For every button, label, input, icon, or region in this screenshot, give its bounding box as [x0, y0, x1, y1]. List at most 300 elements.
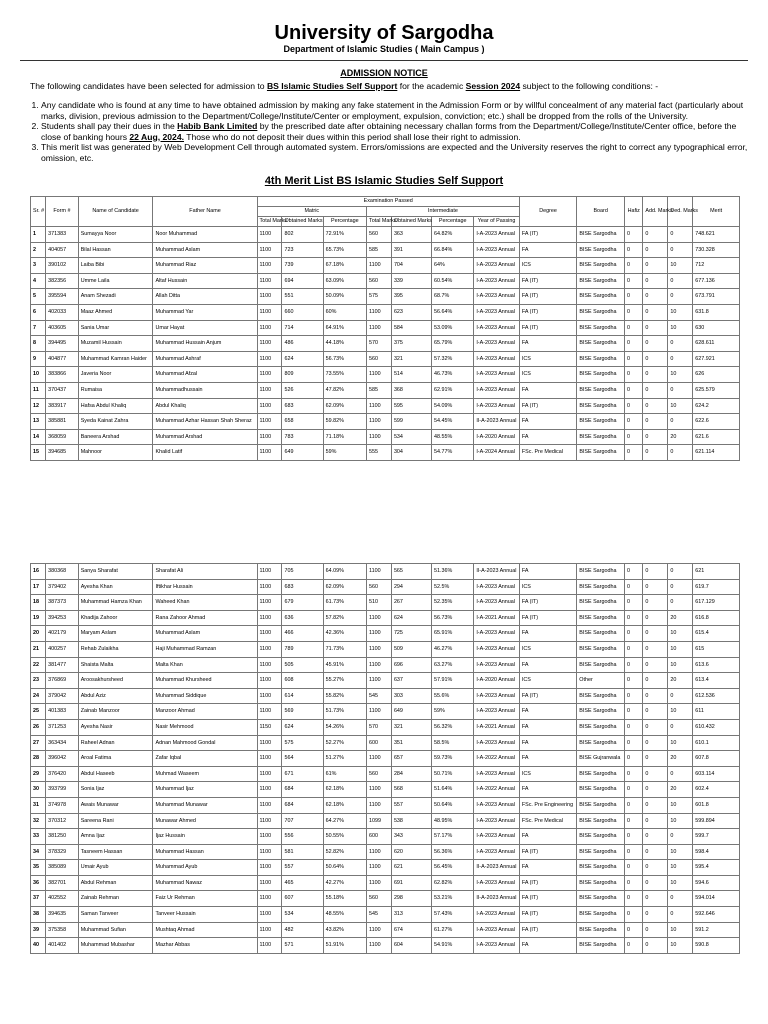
- cell-merit: 610.432: [693, 719, 740, 735]
- cell-inter-percentage: 65.79%: [432, 336, 474, 352]
- cell-inter-total: 1100: [367, 320, 392, 336]
- cell-sr: 40: [31, 938, 46, 954]
- cell-inter-percentage: 51.36%: [432, 564, 474, 580]
- cell-matric-percentage: 48.55%: [323, 907, 366, 923]
- cell-inter-percentage: 48.55%: [432, 429, 474, 445]
- cell-year: I-A-2024 Annual: [474, 445, 520, 461]
- cell-sr: 14: [31, 429, 46, 445]
- cell-inter-total: 1100: [367, 860, 392, 876]
- cell-inter-total: 1100: [367, 398, 392, 414]
- table-row: [31, 657, 740, 673]
- cell-inter-obtained: 514: [391, 367, 431, 383]
- cell-matric-obtained: 486: [282, 336, 323, 352]
- cell-merit: 712: [693, 258, 740, 274]
- cell-inter-total: 585: [367, 242, 392, 258]
- cell-matric-obtained: 551: [282, 289, 323, 305]
- cell-ded-marks: 0: [668, 579, 693, 595]
- cell-hafiz: 0: [625, 398, 643, 414]
- cell-degree: FA: [519, 429, 576, 445]
- cell-matric-total: 1100: [257, 398, 282, 414]
- cell-name: Muhammad Mubashar: [78, 938, 153, 954]
- table-row: [31, 704, 740, 720]
- cell-hafiz: 0: [624, 907, 642, 923]
- cell-inter-percentage: 56.45%: [432, 860, 474, 876]
- cell-inter-obtained: 623: [391, 304, 431, 320]
- cell-hafiz: 0: [624, 564, 642, 580]
- cell-ded-marks: 20: [668, 782, 693, 798]
- table-row: [31, 242, 740, 258]
- cell-inter-total: 600: [367, 829, 392, 845]
- cell-year: II-A-2023 Annual: [474, 891, 520, 907]
- cell-inter-obtained: 298: [391, 891, 431, 907]
- cell-matric-percentage: 62.09%: [323, 398, 366, 414]
- cell-inter-total: 1100: [367, 641, 392, 657]
- cell-matric-percentage: 56.73%: [323, 351, 366, 367]
- cell-board: BISE Sargodha: [577, 782, 625, 798]
- cell-board: BISE Sargodha: [577, 398, 625, 414]
- cell-ded-marks: 10: [668, 641, 693, 657]
- cell-father: Muhammad Yar: [153, 304, 257, 320]
- cell-inter-obtained: 565: [391, 564, 431, 580]
- cell-year: I-A-2023 Annual: [474, 844, 520, 860]
- cell-add-marks: 0: [643, 719, 668, 735]
- cell-form: 404877: [46, 351, 79, 367]
- cell-inter-percentage: 61.27%: [432, 922, 474, 938]
- cell-ded-marks: 20: [668, 429, 693, 445]
- cell-father: Mazhar Abbas: [153, 938, 257, 954]
- cell-matric-obtained: 809: [282, 367, 323, 383]
- cell-add-marks: 0: [643, 382, 668, 398]
- cell-sr: 33: [31, 829, 46, 845]
- col-inter-total: Total Marks: [367, 217, 392, 227]
- cell-inter-obtained: 321: [391, 351, 431, 367]
- cell-merit: 603.114: [693, 766, 740, 782]
- table-row: [31, 719, 740, 735]
- cell-hafiz: 0: [624, 719, 642, 735]
- cell-hafiz: 0: [624, 751, 642, 767]
- cell-degree: FA (IT): [519, 289, 576, 305]
- cell-matric-total: 1100: [257, 907, 282, 923]
- cell-form: 375358: [46, 922, 79, 938]
- cell-form: 382701: [46, 875, 79, 891]
- cell-board: BISE Sargodha: [577, 610, 625, 626]
- cell-hafiz: 0: [624, 844, 642, 860]
- cell-year: I-A-2023 Annual: [474, 813, 520, 829]
- cell-add-marks: 0: [643, 673, 668, 689]
- cell-matric-percentage: 42.36%: [323, 626, 366, 642]
- cell-add-marks: 0: [643, 414, 668, 430]
- cell-matric-obtained: 739: [282, 258, 323, 274]
- cell-form: 380368: [46, 564, 79, 580]
- cell-add-marks: 0: [643, 813, 668, 829]
- cell-sr: 32: [31, 813, 46, 829]
- cell-father: Muhammad Khursheed: [153, 673, 257, 689]
- cell-degree: FA (IT): [519, 595, 576, 611]
- cell-ded-marks: 0: [668, 688, 693, 704]
- cell-board: BISE Sargodha: [577, 891, 625, 907]
- cell-year: I-A-2023 Annual: [474, 688, 520, 704]
- cell-degree: FA (IT): [519, 907, 576, 923]
- cell-sr: 10: [31, 367, 46, 383]
- cell-name: Baneera Arshad: [78, 429, 153, 445]
- cell-inter-total: 585: [367, 382, 392, 398]
- cell-form: 402179: [46, 626, 79, 642]
- cell-form: 393799: [46, 782, 79, 798]
- cell-hafiz: 0: [624, 657, 642, 673]
- cell-matric-obtained: 684: [282, 797, 323, 813]
- cell-name: Saman Tanveer: [78, 907, 153, 923]
- cell-matric-percentage: 63.09%: [323, 273, 366, 289]
- cell-degree: FSc. Pre Medical: [519, 445, 576, 461]
- cell-year: I-A-2020 Annual: [474, 429, 520, 445]
- cell-father: Waheed Khan: [153, 595, 257, 611]
- cell-add-marks: 0: [643, 938, 668, 954]
- cell-degree: FA: [519, 751, 576, 767]
- cell-inter-percentage: 57.17%: [432, 829, 474, 845]
- col-inter-percentage: Percentage: [432, 217, 474, 227]
- cell-inter-obtained: 620: [391, 844, 431, 860]
- cell-ded-marks: 20: [668, 610, 693, 626]
- cell-name: Khadija Zahoor: [78, 610, 153, 626]
- cell-inter-percentage: 46.73%: [432, 367, 474, 383]
- cell-matric-obtained: 683: [282, 579, 323, 595]
- cell-name: Amna Ijaz: [78, 829, 153, 845]
- cell-hafiz: 0: [624, 782, 642, 798]
- cell-name: Maryam Aslam: [78, 626, 153, 642]
- cell-inter-obtained: 624: [391, 610, 431, 626]
- cell-name: Muhammad Hamza Khan: [78, 595, 153, 611]
- cell-add-marks: 0: [643, 735, 668, 751]
- cell-father: Mushtaq Ahmad: [153, 922, 257, 938]
- cell-form: 394635: [46, 907, 79, 923]
- cell-name: Javeria Noor: [78, 367, 153, 383]
- cell-add-marks: 0: [643, 242, 668, 258]
- cell-sr: 3: [31, 258, 46, 274]
- cell-inter-percentage: 53.09%: [432, 320, 474, 336]
- cell-matric-total: 1100: [257, 367, 282, 383]
- notice-heading: ADMISSION NOTICE: [340, 68, 428, 78]
- cell-matric-obtained: 714: [282, 320, 323, 336]
- cell-hafiz: 0: [624, 688, 642, 704]
- cell-inter-percentage: 46.27%: [432, 641, 474, 657]
- table-row: [31, 320, 740, 336]
- condition-item: 2. Students shall pay their dues in the Habib Bank Limited by the prescribed date after obtaining necessary challan forms from the Department/College/Institute/Center office, before the close of banking hours 22 Aug, 2024. Those who do not deposit their dues within this period shall lose their right to admission.: [41, 121, 753, 142]
- cell-matric-total: 1100: [257, 579, 282, 595]
- cell-merit: 631.8: [693, 304, 740, 320]
- cell-form: 370312: [46, 813, 79, 829]
- cell-matric-percentage: 45.91%: [323, 657, 366, 673]
- cell-ded-marks: 0: [668, 382, 693, 398]
- cell-degree: FA (IT): [519, 875, 576, 891]
- cell-matric-percentage: 51.73%: [323, 704, 366, 720]
- cell-ded-marks: 10: [668, 626, 693, 642]
- cell-merit: 625.579: [693, 382, 740, 398]
- cell-merit: 621.114: [693, 445, 740, 461]
- cell-father: Muhammad Ijaz: [153, 782, 257, 798]
- table-row: [31, 782, 740, 798]
- cell-inter-obtained: 621: [391, 860, 431, 876]
- table-row: [31, 564, 740, 580]
- cell-year: I-A-2023 Annual: [474, 289, 520, 305]
- cell-name: Syeda Kainat Zahra: [78, 414, 153, 430]
- cell-inter-obtained: 368: [391, 382, 431, 398]
- cell-add-marks: 0: [643, 860, 668, 876]
- cell-year: I-A-2021 Annual: [474, 719, 520, 735]
- cell-father: Adnan Mahmood Gondal: [153, 735, 257, 751]
- cell-name: Awais Munawar: [78, 797, 153, 813]
- table-row: [31, 626, 740, 642]
- table-row: [31, 351, 740, 367]
- cell-inter-obtained: 637: [391, 673, 431, 689]
- cell-year: I-A-2023 Annual: [474, 273, 520, 289]
- cell-sr: 27: [31, 735, 46, 751]
- cell-form: 394495: [46, 336, 79, 352]
- cell-hafiz: 0: [624, 735, 642, 751]
- cell-ded-marks: 10: [668, 922, 693, 938]
- cell-inter-total: 1100: [367, 782, 392, 798]
- table-row: [31, 735, 740, 751]
- cell-father: Muhammad Afzal: [153, 367, 257, 383]
- cell-inter-total: 1099: [367, 813, 392, 829]
- cell-degree: FA (IT): [519, 398, 576, 414]
- cell-add-marks: 0: [643, 564, 668, 580]
- cell-degree: FA (IT): [519, 320, 576, 336]
- cell-year: I-A-2023 Annual: [474, 875, 520, 891]
- cell-name: Abdul Rehman: [78, 875, 153, 891]
- cell-inter-total: 1100: [367, 626, 392, 642]
- cell-matric-obtained: 723: [282, 242, 323, 258]
- cell-year: I-A-2023 Annual: [474, 351, 520, 367]
- cell-add-marks: 0: [643, 704, 668, 720]
- cell-add-marks: 0: [643, 751, 668, 767]
- cell-add-marks: 0: [643, 829, 668, 845]
- cell-merit: 624.2: [693, 398, 740, 414]
- cell-sr: 15: [31, 445, 46, 461]
- cell-merit: 617.129: [693, 595, 740, 611]
- cell-degree: FSc. Pre Medical: [519, 813, 576, 829]
- cell-inter-percentage: 53.21%: [432, 891, 474, 907]
- cell-matric-percentage: 72.91%: [323, 227, 366, 243]
- cell-inter-percentage: 50.71%: [432, 766, 474, 782]
- cell-add-marks: 0: [643, 641, 668, 657]
- cell-form: 396042: [46, 751, 79, 767]
- cell-degree: ICS: [519, 766, 576, 782]
- cell-matric-total: 1100: [257, 688, 282, 704]
- cell-father: Iftikhar Hussain: [153, 579, 257, 595]
- table-row: [31, 382, 740, 398]
- cell-inter-obtained: 351: [391, 735, 431, 751]
- cell-ded-marks: 10: [668, 813, 693, 829]
- cell-form: 387373: [46, 595, 79, 611]
- col-hafiz: Hafiz: [625, 197, 643, 227]
- cell-ded-marks: 10: [668, 320, 693, 336]
- cell-form: 394685: [46, 445, 79, 461]
- cell-inter-obtained: 391: [391, 242, 431, 258]
- cell-matric-obtained: 571: [282, 938, 323, 954]
- table-row: [31, 367, 740, 383]
- cell-form: 403605: [46, 320, 79, 336]
- cell-matric-total: 1100: [257, 782, 282, 798]
- cell-add-marks: 0: [643, 273, 668, 289]
- cell-inter-obtained: 568: [391, 782, 431, 798]
- cell-year: I-A-2023 Annual: [474, 766, 520, 782]
- cell-matric-obtained: 683: [282, 398, 323, 414]
- cell-degree: ICS: [519, 641, 576, 657]
- cell-form: 368059: [46, 429, 79, 445]
- cell-inter-total: 1100: [367, 673, 392, 689]
- cell-matric-percentage: 61%: [323, 766, 366, 782]
- cell-board: BISE Sargodha: [577, 844, 625, 860]
- cell-ded-marks: 20: [668, 751, 693, 767]
- cell-board: BISE Sargodha: [577, 860, 625, 876]
- cell-inter-percentage: 59.73%: [432, 751, 474, 767]
- cell-inter-total: 1100: [367, 922, 392, 938]
- cell-father: Muhammad Ashraf: [153, 351, 257, 367]
- cell-matric-obtained: 534: [282, 907, 323, 923]
- cell-inter-obtained: 534: [391, 429, 431, 445]
- table-row: [31, 813, 740, 829]
- cell-matric-percentage: 50.55%: [323, 829, 366, 845]
- cell-inter-obtained: 313: [391, 907, 431, 923]
- cell-inter-total: 560: [367, 227, 392, 243]
- cell-matric-total: 1100: [257, 242, 282, 258]
- cell-matric-total: 1100: [257, 860, 282, 876]
- cell-inter-obtained: 343: [391, 829, 431, 845]
- cell-name: Ayesha Nasir: [78, 719, 153, 735]
- cell-inter-obtained: 704: [391, 258, 431, 274]
- table-row: [31, 875, 740, 891]
- cell-merit: 598.4: [693, 844, 740, 860]
- cell-hafiz: 0: [625, 320, 643, 336]
- cell-hafiz: 0: [625, 429, 643, 445]
- cell-add-marks: 0: [643, 844, 668, 860]
- cell-matric-obtained: 465: [282, 875, 323, 891]
- col-matric-percentage: Percentage: [323, 217, 366, 227]
- cell-degree: FA: [519, 938, 576, 954]
- cell-father: Haji Muhammad Ramzan: [153, 641, 257, 657]
- cell-matric-total: 1100: [257, 304, 282, 320]
- cell-ded-marks: 0: [668, 289, 693, 305]
- merit-table-body-continued: [31, 564, 740, 954]
- cell-matric-percentage: 61.73%: [323, 595, 366, 611]
- cell-hafiz: 0: [625, 227, 643, 243]
- cell-year: I-A-2023 Annual: [474, 907, 520, 923]
- cell-name: Aroal Fatima: [78, 751, 153, 767]
- cell-add-marks: 0: [643, 429, 668, 445]
- cell-hafiz: 0: [624, 610, 642, 626]
- cell-father: Tanveer Hussain: [153, 907, 257, 923]
- cell-sr: 34: [31, 844, 46, 860]
- cell-name: Anam Shezadi: [78, 289, 153, 305]
- cell-board: BISE Sargodha: [577, 766, 625, 782]
- col-add-marks: Add. Marks: [643, 197, 668, 227]
- cell-name: Sonia Ijaz: [78, 782, 153, 798]
- cell-ded-marks: 10: [668, 938, 693, 954]
- cell-sr: 16: [31, 564, 46, 580]
- cell-matric-obtained: 575: [282, 735, 323, 751]
- cell-name: Sania Umar: [78, 320, 153, 336]
- cell-year: I-A-2023 Annual: [474, 367, 520, 383]
- cell-degree: ICS: [519, 579, 576, 595]
- cell-add-marks: 0: [643, 320, 668, 336]
- cell-name: Muhammad Sufian: [78, 922, 153, 938]
- table-row: [31, 336, 740, 352]
- col-father: Father Name: [153, 197, 257, 227]
- cell-board: BISE Sargodha: [577, 829, 625, 845]
- cell-inter-percentage: 55.6%: [432, 688, 474, 704]
- cell-sr: 19: [31, 610, 46, 626]
- cell-ded-marks: 0: [668, 414, 693, 430]
- table-row: [31, 227, 740, 243]
- cell-inter-total: 570: [367, 336, 392, 352]
- cell-inter-total: 1100: [367, 797, 392, 813]
- cell-hafiz: 0: [624, 813, 642, 829]
- cell-hafiz: 0: [624, 797, 642, 813]
- cell-board: BISE Sargodha: [577, 719, 625, 735]
- cell-ded-marks: 0: [668, 829, 693, 845]
- cell-inter-obtained: 267: [391, 595, 431, 611]
- cell-ded-marks: 0: [668, 595, 693, 611]
- cell-matric-obtained: 466: [282, 626, 323, 642]
- cell-merit: 610.1: [693, 735, 740, 751]
- cell-degree: FA: [519, 336, 576, 352]
- cell-inter-total: 1100: [367, 304, 392, 320]
- cell-inter-obtained: 294: [391, 579, 431, 595]
- table-row: [31, 304, 740, 320]
- cell-matric-total: 1100: [257, 875, 282, 891]
- cell-form: 371253: [46, 719, 79, 735]
- cell-matric-obtained: 581: [282, 844, 323, 860]
- table-row: [31, 641, 740, 657]
- cell-matric-obtained: 526: [282, 382, 323, 398]
- cell-year: I-A-2023 Annual: [474, 922, 520, 938]
- cell-degree: ICS: [519, 367, 576, 383]
- cell-matric-total: 1100: [257, 320, 282, 336]
- cell-board: BISE Sargodha: [577, 564, 625, 580]
- cell-father: Muhammad Siddique: [153, 688, 257, 704]
- cell-matric-total: 1100: [257, 704, 282, 720]
- cell-sr: 28: [31, 751, 46, 767]
- cell-matric-percentage: 59%: [323, 445, 366, 461]
- cell-merit: 594.6: [693, 875, 740, 891]
- cell-inter-total: 1100: [367, 704, 392, 720]
- cell-inter-total: 600: [367, 735, 392, 751]
- cell-inter-total: 1100: [367, 429, 392, 445]
- cell-inter-obtained: 674: [391, 922, 431, 938]
- cell-hafiz: 0: [625, 414, 643, 430]
- cell-father: Muhammad Hussain Anjum: [153, 336, 257, 352]
- cell-inter-obtained: 595: [391, 398, 431, 414]
- cell-form: 376869: [46, 673, 79, 689]
- cell-matric-percentage: 64.27%: [323, 813, 366, 829]
- cell-board: BISE Sargodha: [577, 382, 625, 398]
- cell-board: BISE Sargodha: [577, 289, 625, 305]
- cell-matric-total: 1100: [257, 445, 282, 461]
- cell-form: 401402: [46, 938, 79, 954]
- merit-table-continued: [30, 563, 740, 954]
- cell-matric-total: 1100: [257, 289, 282, 305]
- cell-matric-obtained: 624: [282, 351, 323, 367]
- cell-matric-obtained: 707: [282, 813, 323, 829]
- cell-matric-percentage: 50.64%: [323, 860, 366, 876]
- cell-matric-total: 1100: [257, 564, 282, 580]
- cell-sr: 25: [31, 704, 46, 720]
- cell-board: BISE Sargodha: [577, 626, 625, 642]
- cell-add-marks: 0: [643, 907, 668, 923]
- cell-name: Ayesha Khan: [78, 579, 153, 595]
- cell-add-marks: 0: [643, 797, 668, 813]
- cell-inter-total: 1100: [367, 367, 392, 383]
